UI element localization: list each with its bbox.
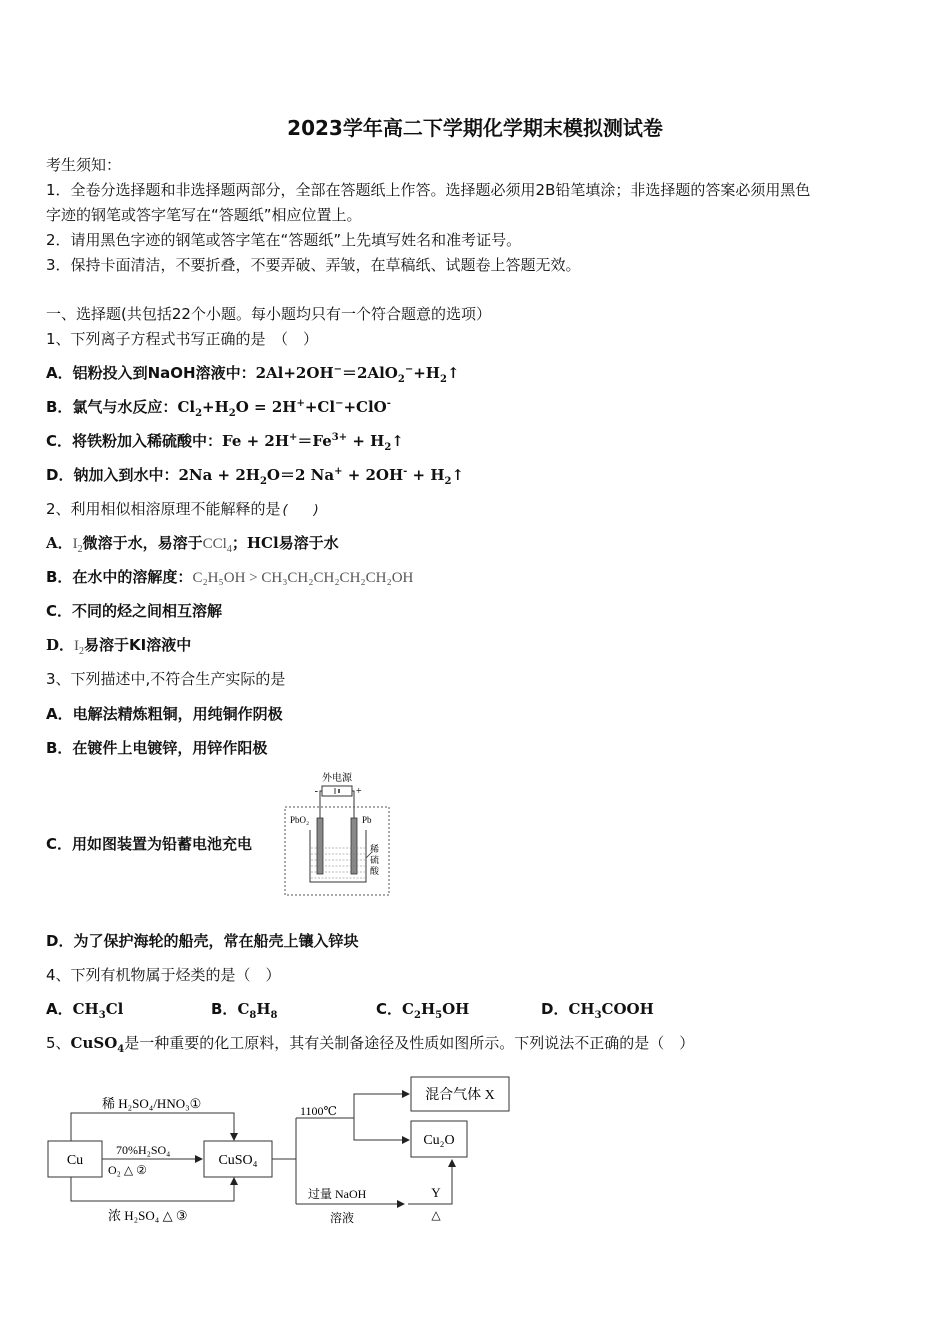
route-2-bottom-label: O₂ △ ② [108,1163,147,1177]
question-3-option-d: D．为了保护海轮的船壳，常在船壳上镶入锌块 [46,932,359,950]
question-2-option-b: B．在水中的溶解度：C₂H₅OH > CH₃CH₂CH₂CH₂CH₂OH [46,568,414,586]
notice-heading: 考生须知： [46,156,122,174]
route-3-arrow [71,1177,234,1201]
y-label: Y [431,1185,441,1200]
section-heading: 一、选择题(共包括22个小题。每小题均只有一个符合题意的选项） [46,305,491,323]
heat-label: △ [431,1208,441,1222]
naoh-label-1: 过量 NaOH [308,1187,367,1201]
route-1-arrow [71,1113,234,1141]
box-cu-label: Cu [66,1153,84,1168]
question-3-option-b: B．在镀件上电镀锌，用锌作阳极 [46,739,268,757]
temperature-label: 1100℃ [300,1104,337,1118]
question-4-option-a: A．$CH_3Cl$ [46,1000,124,1021]
question-4-option-b: B．$C_8H_8$ [211,1000,278,1021]
question-3-option-c: C．用如图装置为铅蓄电池充电 [46,835,253,853]
question-4-option-c: C．$C_2H_5OH$ [376,1000,470,1021]
acid-label-3: 酸 [370,866,380,876]
question-1-option-c: C．将铁粉加入稀硫酸中：$Fe + 2H^+=Fe^{3+}$ + $H_2↑$ [46,432,404,453]
arrow-y-to-cu2o [408,1160,452,1204]
arrow-to-gas-x [354,1094,409,1118]
question-1-stem: 1、下列离子方程式书写正确的是 （ ） [46,330,319,348]
route-2-top-label: 70%H₂SO₄ [116,1143,171,1157]
power-minus-label: - [314,786,318,797]
question-1-option-d: D．钠加入到水中：$2Na + 2H_2O=2$ $Na^+ + 2OH^- + H_2↑$ [46,466,465,487]
route-3-label: 浓 H₂SO₄ △ ③ [108,1208,188,1223]
question-1-option-b: B．氯气与水反应：$Cl_2+H_2O = 2H^++Cl^-+ClO^-$ [46,398,391,419]
box-cuso4-label: CuSO₄ [218,1153,258,1168]
box-cu2o-label: Cu₂O [423,1133,455,1148]
battery-charging-figure [282,770,392,898]
question-2-option-a: A．$I_2$微溶于水，易溶于CCl$_4$；HCl易溶于水 [46,534,339,555]
power-source-box [322,786,352,796]
question-4-stem: 4、下列有机物属于烃类的是（ ） [46,966,281,984]
question-5-stem: 5、CuSO$_4$是一种重要的化工原料，其有关制备途径及性质如图所示。下列说法不正确的是（ ） [46,1034,695,1055]
question-3-stem: 3、下列描述中,不符合生产实际的是 [46,670,286,688]
power-plus-label: + [356,786,362,797]
page-title: 2023学年高二下学期化学期末模拟测试卷 [287,116,663,140]
power-source-label: 外电源 [322,773,352,784]
route-1-label: 稀 H₂SO₄/HNO₃① [102,1096,202,1111]
question-4-option-d: D．$CH_3COOH$ [541,1000,654,1021]
question-1-option-a: A．铝粉投入到NaOH溶液中：$2Al+2OH^-=2AlO_2^-+H_2↑$ [46,364,460,385]
cuso4-flow-diagram [44,1070,524,1230]
notice-item-1-line-2: 字迹的钢笔或答字笔写在“答题纸”相应位置上。 [46,206,362,224]
question-2-option-c: C．不同的烃之间相互溶解 [46,602,223,620]
electrode-pb [351,818,357,874]
notice-item-1-line-1: 1．全卷分选择题和非选择题两部分，全部在答题纸上作答。选择题必须用2B铅笔填涂；非选择题的答案必须用黑色 [46,181,811,199]
question-2-stem: 2、利用相似相溶原理不能解释的是 ( ) [46,500,319,518]
arrow-to-cu2o [354,1118,409,1140]
naoh-label-2: 溶液 [330,1211,355,1225]
acid-label-1: 稀 [370,844,380,854]
box-gas-x-label: 混合气体 X [425,1088,495,1103]
electrode-pb-label: Pb [362,815,372,825]
question-3-option-a: A．电解法精炼粗铜，用纯铜作阴极 [46,705,283,723]
notice-item-2: 2．请用黑色字迹的钢笔或答字笔在“答题纸”上先填写姓名和准考证号。 [46,231,522,249]
acid-label-2: 硫 [370,855,380,865]
electrode-pbo2 [317,818,323,874]
question-2-option-d: D．$I_2$易溶于KI溶液中 [46,636,192,657]
notice-item-3: 3．保持卡面清洁，不要折叠，不要弄破、弄皱，在草稿纸、试题卷上答题无效。 [46,256,581,274]
electrode-pbo2-label: PbO₂ [290,815,310,825]
